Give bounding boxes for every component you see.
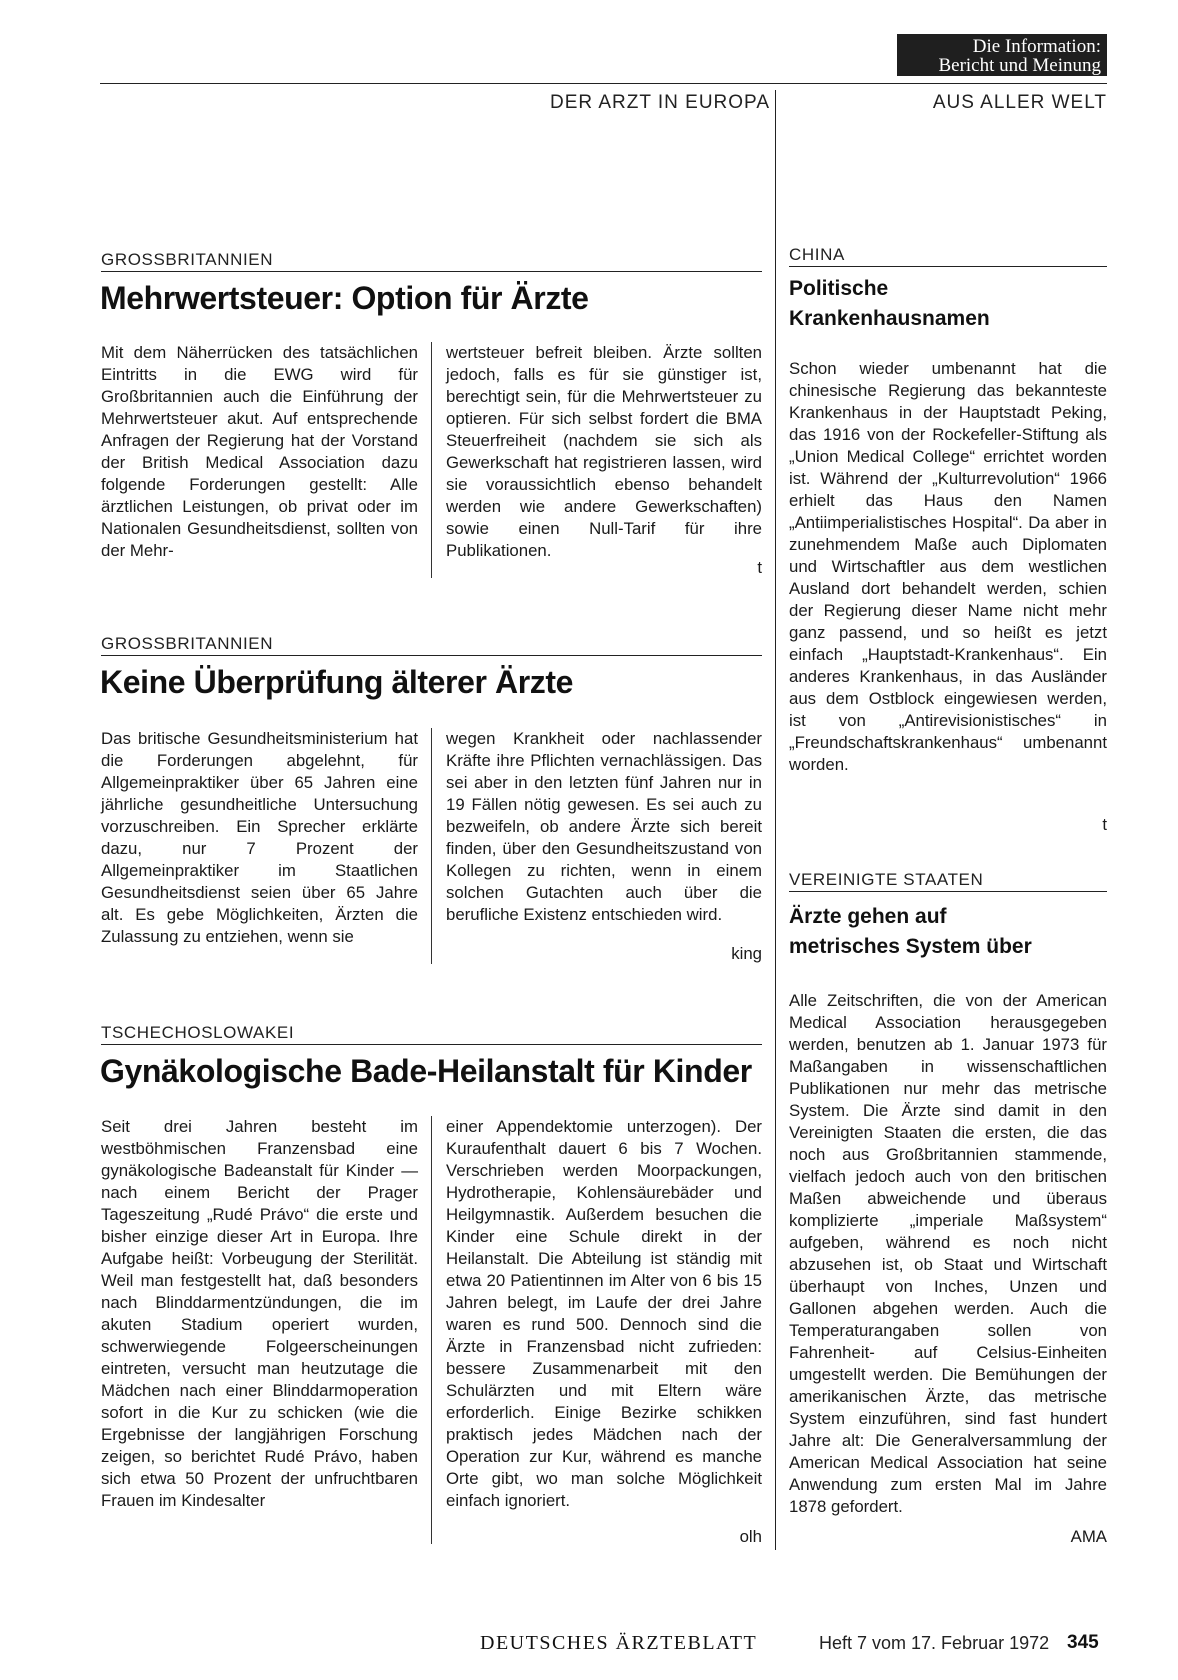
sidebar-1-body: Schon wieder umbenannt hat die chinesische Regierung das bekannteste Krankenhaus in der Hauptstadt Peking, das 1916 von der Rockefeller-Stiftung als „Union Medical College“ errichtet worden ist. Während der „Kulturrevolution“ 1966 erhielt das Haus den Namen „Antiimperialistisches Hospital“. Da aber in zunehmendem Maße auch Diplomaten und Wirtschaftler aus dem westlichen Ausland dort behandelt werden, schien der Regierung dieser Name nicht mehr ganz passend, und so heißt es jetzt einfach „Hauptstadt-Krankenhaus“. Ein anderes Krankenhaus, in das Ausländer aus dem Ostblock eingewiesen werden, ist von „Antirevisionistisches“ in „Freundschaftskrankenhaus“ umbenannt worden.	[789, 359, 1107, 774]
article-2-kicker: GROSSBRITANNIEN	[101, 634, 274, 653]
article-2-kicker-rule	[101, 655, 762, 656]
article-2-headline: Keine Überprüfung älterer Ärzte	[100, 664, 574, 700]
article-2-col-1: Das britische Gesundheitsministerium hat die Forderungen abgelehnt, für Allgemeinpraktiker über 65 Jahren eine jährliche gesundheitliche Untersuchung vorzuschreiben. Ein Sprecher erklärte dazu, nur 7 Prozent der Allgemeinpraktiker im Staatlichen Gesundheitsdienst seien über 65 Jahre alt. Es gebe Möglichkeiten, Ärzten die Zulassung zu entziehen, wenn sie	[101, 729, 418, 946]
article-3-headline: Gynäkologische Bade-Heilanstalt für Kinder	[100, 1053, 752, 1089]
article-2-col-2: wegen Krankheit oder nachlassender Kräfte ihre Pflichten vernachlässigen. Das sei aber in den letzten fünf Jahren nur in 19 Fällen nötig gewesen. Es sei auch zu bezweifeln, ob andere Ärzte sich bereit finden, über den Gesundheitszustand von Kollegen zu richten, wenn in einem solchen Gutachten auch über die berufliche Existenz entschieden wird.	[446, 729, 762, 924]
article-1-col-1: Mit dem Näherrücken des tatsächlichen Eintritts in die EWG wird für Großbritannien auch die Einführung der Mehrwertsteuer akut. Auf entsprechende Anfragen der Regierung hat der Vorstand der British Medical Association dazu folgende Forderungen gestellt: Alle ärztlichen Leistungen, ob privat oder im Nationalen Gesundheitsdienst, sollten von der Mehr-	[101, 343, 418, 560]
article-2-column-rule	[431, 728, 432, 964]
article-1-col-2: wertsteuer befreit bleiben. Ärzte sollten jedoch, falls es für sie günstiger ist, berechtigt sein, für die Mehrwertsteuer zu optieren. Für sich selbst fordert die BMA Steuerfreiheit (nachdem sie sich als Gewerkschaft hat registrieren lassen, wird sie voraussichtlich ebenso behandelt werden wie andere Gewerkschaften) sowie einen Null-Tarif für ihre Publikationen.	[446, 343, 762, 560]
article-1-kicker-rule	[101, 271, 762, 272]
sidebar-2-headline	[789, 902, 1032, 962]
footer-journal-title: DEUTSCHES ÄRZTEBLATT	[480, 1632, 758, 1654]
article-3-column-rule	[431, 1116, 432, 1544]
article-1-signature: t	[757, 558, 762, 577]
sidebar-2-signature: AMA	[1070, 1527, 1107, 1546]
article-3-kicker: TSCHECHOSLOWAKEI	[101, 1023, 295, 1042]
sidebar-1-kicker-rule	[789, 266, 1107, 267]
article-1-kicker: GROSSBRITANNIEN	[101, 250, 274, 269]
sidebar-2-headline-line-1: Ärzte gehen auf	[789, 905, 947, 928]
article-3-col-2: einer Appendektomie unterzogen). Der Kuraufenthalt dauert 6 bis 7 Wochen. Verschrieben werden Moorpackungen, Hydrotherapie, Kohlensäurebäder und Heilgymnastik. Außerdem besuchen die Kinder eine Schule direkt in der Heilanstalt. Die Abteilung ist ständig mit etwa 20 Patientinnen im Alter von 6 bis 15 Jahren belegt, im Laufe der drei Jahre waren es rund 500. Dennoch sind die Ärzte in Franzensbad nicht zufrieden: bessere Zusammenarbeit mit den Schulärzten und mit Eltern wäre erforderlich. Einige Bezirke schikken praktisch jedes Mädchen nach der Operation zur Kur, während es manche Orte gibt, wo man solche Möglichkeit einfach ignoriert.	[446, 1117, 762, 1510]
badge-line-2: Bericht und Meinung	[938, 55, 1101, 76]
sidebar-2-kicker-rule	[789, 891, 1107, 892]
article-3-col-1: Seit drei Jahren besteht im westböhmischen Franzensbad eine gynäkologische Badeanstalt für Kinder — nach einem Bericht der Prager Tageszeitung „Rudé Právo“ die erste und bisher einzige dieser Art in Europa. Ihre Aufgabe heißt: Vorbeugung der Sterilität. Weil man festgestellt hat, daß besonders nach Blinddarmentzündungen, die im akuten Stadium operiert wurden, schwerwiegende Folgeerscheinungen eintreten, versucht man heutzutage die Mädchen nach einer Blinddarmoperation sofort in die Kur zu schicken (wie die Ergebnisse der langjährigen Forschung zeigen, so berichtet Rudé Právo, haben sich etwa 50 Prozent der unfruchtbaren Frauen im Kindesalter	[101, 1117, 418, 1510]
header-rule	[100, 83, 1107, 84]
article-3-kicker-rule	[101, 1044, 762, 1045]
sidebar-1-headline-line-2: Krankenhausnamen	[789, 307, 990, 330]
article-2-signature: king	[731, 944, 762, 963]
badge-line-1: Die Information:	[972, 36, 1101, 57]
column-separator	[775, 90, 776, 1550]
sidebar-2-kicker: VEREINIGTE STAATEN	[789, 870, 984, 889]
section-title-right: AUS ALLER WELT	[932, 92, 1107, 113]
sidebar-1-signature: t	[1102, 815, 1107, 834]
footer-page-number: 345	[1067, 1632, 1099, 1653]
sidebar-1-headline-line-1: Politische	[789, 277, 889, 300]
section-badge	[897, 34, 1107, 76]
sidebar-1-headline	[789, 274, 990, 334]
sidebar-1-kicker: CHINA	[789, 245, 845, 264]
section-title-left: DER ARZT IN EUROPA	[550, 92, 770, 113]
sidebar-2-body: Alle Zeitschriften, die von der American Medical Association herausgegeben werden, benutzen ab 1. Januar 1973 für Maßangaben in wissenschaftlichen Publikationen nur mehr das metrische System. Die Ärzte sind damit in den Vereinigten Staaten die ersten, die das noch aus Großbritannien stammende, vielfach jedoch auch von den britischen Maßen abweichende und überaus komplizierte „imperiale Maßsystem“ aufgeben, während es noch nicht abzusehen ist, ob Staat und Wirtschaft überhaupt von Inches, Unzen und Gallonen abgehen werden. Auch die Temperaturangaben sollen von Fahrenheit- auf Celsius-Einheiten umgestellt werden. Die Bemühungen der amerikanischen Ärzte, das metrische System einzuführen, sind fast hundert Jahre alt: Die Generalversammlung der American Medical Association hat seine Anwendung zum ersten Mal im Jahre 1878 gefordert.	[789, 991, 1107, 1516]
article-1-column-rule	[431, 342, 432, 578]
sidebar-2-headline-line-2: metrisches System über	[789, 935, 1032, 958]
article-3-signature: olh	[739, 1527, 762, 1546]
article-1-headline: Mehrwertsteuer: Option für Ärzte	[100, 280, 589, 316]
footer-issue: Heft 7 vom 17. Februar 1972	[819, 1633, 1050, 1653]
